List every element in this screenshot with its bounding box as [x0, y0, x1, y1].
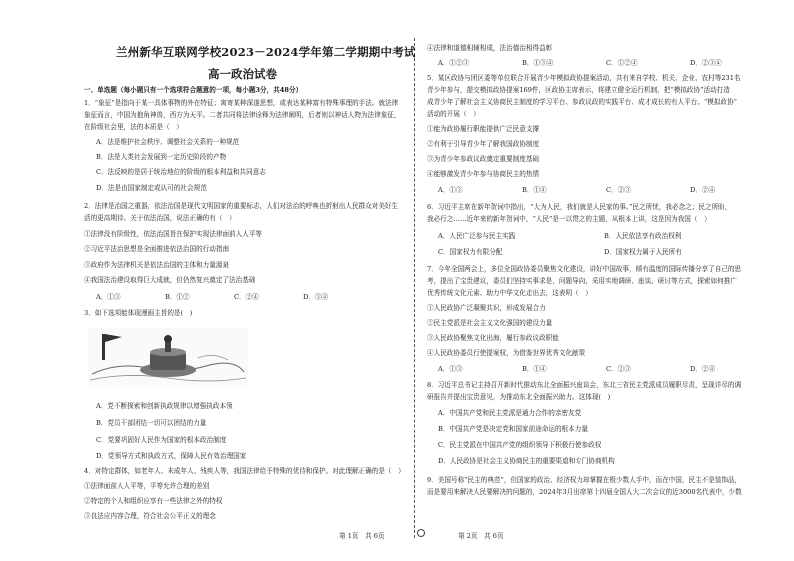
q4-line: 4．对特定群体，如老年人、未成年人、残疾人等，我国法律给予特殊的优待和保护。对此理解正确的是（ ）	[84, 467, 405, 475]
q2-item: ④我国法治建设取得巨大成就，但仍然复兴奠定了法治基础	[84, 276, 256, 284]
q2-item: ②习近平法治思想是全面推进依法治国的行动指南	[84, 245, 230, 253]
q7-line: 7．今年全国两会上，多位全国政协委员聚焦文化建设，讲好中国故事，倾有温度的国际传播分享了自己的思	[427, 265, 742, 273]
q4-item: ①法律面前人人平等，平等允许合理的差别	[84, 482, 210, 490]
q2-option: D．③④	[303, 293, 329, 301]
q1-choice: B．法是人类社会发展到一定历史阶段的产物	[96, 153, 227, 161]
section-heading: 一、单选题（每小题只有一个选项符合题意的一项，每小题3分，共48分）	[84, 86, 303, 94]
q2-item: ①法律没有阶级性，依法治国旨在保护实现法律面前人人平等	[84, 230, 263, 238]
q6-line: 6．习近平主席在新年贺词中指出，“大为人民，我们就是人民家的事。”民之所忧，我必念之；民之所盼，	[427, 203, 732, 211]
q3-choice: C．党要巩固好人民作为国家的根本政治制度	[96, 436, 227, 444]
q7-item: ③人民政协聚焦文化出海，履行参政议政职能	[427, 334, 559, 342]
q9-line: 9．美国号称“民主的典范”，但国家的政治、经济权力却掌握在极少数人手中，而在中国，民主不是装饰品，	[427, 476, 742, 484]
q1-choice: C．法反映的是居于统治地位的阶级的根本利益和共同意志	[96, 168, 266, 176]
q9-line: 而是要用来解决人民要解决的问题的，2024年3月出席第十四届全国人大二次会议的近3000名代表中，少数	[427, 488, 742, 496]
q6-choice: A．人民广泛参与民主实践	[438, 232, 516, 240]
q2-option: A．①③	[96, 293, 121, 301]
q1-line: 象征而言，中国为抱角神兽，西方为天平。二者共同将法律诠释为法律阐明，后者则以神话人物为法律象征，	[84, 111, 401, 119]
q1-choice: D．法是由国家制定或认可的社会规范	[96, 184, 207, 192]
q8-choice: D．人民政协是社会主义协商民主的重要渠道和专门协商机构	[438, 457, 615, 465]
q4-option: D．②③④	[690, 59, 722, 67]
q2-line: 2．法律是治国之重器，依法治国是现代文明国家的重要标志，人们对法治的呼唤也折射出人民群众对美好生	[84, 202, 399, 210]
q5-option: D．②④	[690, 186, 716, 194]
q5-option: B．①④	[522, 186, 547, 194]
q7-line: 考，提出了宝贵建议，委员们坚持实事求是，问题导向，采用实地调研、座谈、研讨等方式，探索如何推广	[427, 277, 737, 285]
q7-option: D．②④	[690, 365, 716, 373]
q4-item: ②特定的个人和组织应享有一些法律之外的特权	[84, 497, 223, 505]
q8-line: 8．习近平总书记主持召开新时代推动东北全面振兴座谈会，东北三省民主党派成员履职尽责，呈现详尽的调	[427, 381, 742, 389]
q7-item: ②民主党派是社会主义文化强国的建设力量	[427, 319, 553, 327]
q3-choice: B．党员干部团结一切可以团结的力量	[96, 419, 207, 427]
q6-line: 我必行之……近年来的新年贺词中，“人民”是一以贯之的主题，从根本上讲，这是因为我国（ ）	[427, 215, 711, 223]
q7-item: ①人民政协广泛凝聚共识，形成发展合力	[427, 304, 546, 312]
q4-option: B．①③④	[522, 59, 554, 67]
q8-choice: B．中国共产党是决定党和国家前途命运的根本力量	[438, 425, 588, 433]
q5-item: ①能为政协履行职能提供广泛民意支撑	[427, 125, 540, 133]
q6-choice: B．人民依法享有政治权利	[604, 232, 682, 240]
q4-option: A．①②③	[438, 59, 470, 67]
q1-choice: A．法是维护社会秩序、调整社会关系的一种规范	[96, 138, 240, 146]
cartoon-illustration	[88, 328, 248, 388]
q5-line: 活动的开展（ ）	[427, 110, 480, 118]
q6-choice: C．国家权力有限分配	[438, 248, 503, 256]
q7-item: ④人民政协委员行使提案权，为借鉴世界优秀文化献策	[427, 349, 586, 357]
q1-line: 在阶级社会里，法的本质是（ ）	[84, 123, 183, 131]
q8-choice: A．中国共产党和民主党派是通力合作的亲密友党	[438, 409, 582, 417]
q5-line: 青少年参与，提交模拟政协提案169件，区政协主席表示，将建立健全运行机制，把“模拟政协”活动打造	[427, 86, 730, 94]
q3-choice: A．党不断探索和创新执政规律以增强执政本领	[96, 402, 233, 410]
q5-line: 5．某区政协与团区委等单位联合开展青少年模拟政协提案活动，共有来自学校、机关、企业、农村等231名	[427, 74, 741, 82]
left-page-number: 第 1页 共 6页	[339, 532, 385, 540]
q4-item: ④法律和道德相辅相成，法治德治相得益彰	[427, 44, 553, 52]
q3-choice: D．党领导方式和执政方式，保障人民有效治理国家	[96, 452, 247, 460]
q5-item: ④能够激发青少年参与协商民主的热情	[427, 170, 540, 178]
q7-option: C．②③	[606, 365, 631, 373]
q1-line: 1．“象征”是指向于某一具体事物的外在特征；寓寄某种深遂思想，或表达某种富有特殊事理的手法。就法律	[84, 99, 399, 107]
q5-item: ②有利于引导青少年了解我国政协制度	[427, 140, 540, 148]
q5-option: C．②③	[606, 186, 631, 194]
q2-item: ③政府作为法律机关是依法治国的主体和力量源泉	[84, 261, 230, 269]
q2-option: C．②④	[234, 293, 259, 301]
q7-option: A．①③	[438, 365, 463, 373]
exam-title: 兰州新华互联网学校2023－2024学年第二学期期中考试	[116, 45, 416, 59]
q8-choice: C．民主党派在中国共产党的组织领导下积极行使参政权	[438, 441, 602, 449]
q5-line: 成青少年了解社会主义协商民主制度的学习平台、参政议政的实践平台、成才成长的有人平台。“模拟政协”	[427, 98, 738, 106]
q8-line: 研报告并提出宝贵意见，为推动东北全面振兴助力。这体现( )	[427, 393, 611, 401]
q5-item: ③为青少年参政议政奠定重要制度基础	[427, 155, 540, 163]
q3-stem: 3．如下选项能体现漫画主旨的是( )	[84, 309, 193, 317]
exam-subtitle: 高一政治试卷	[208, 67, 277, 81]
q7-option: B．①④	[522, 365, 547, 373]
q4-option: C．①②④	[606, 59, 638, 67]
binding-hole-icon	[417, 529, 425, 537]
q2-option: B．①②	[165, 293, 190, 301]
page-divider	[414, 38, 415, 538]
q6-choice: D．国家权力属于人民所有	[604, 248, 682, 256]
q2-line: 活的更高期待。关于依法治国，说法正确的有（ ）	[84, 214, 236, 222]
q5-option: A．①③	[438, 186, 463, 194]
q7-line: 优秀传统文化元素、助力中华文化走出去，这表明（ ）	[427, 289, 592, 297]
right-page-number: 第 2页 共 6页	[458, 532, 504, 540]
q4-item: ③良法应内容合理，符合社会公平正义的理念	[84, 512, 216, 520]
